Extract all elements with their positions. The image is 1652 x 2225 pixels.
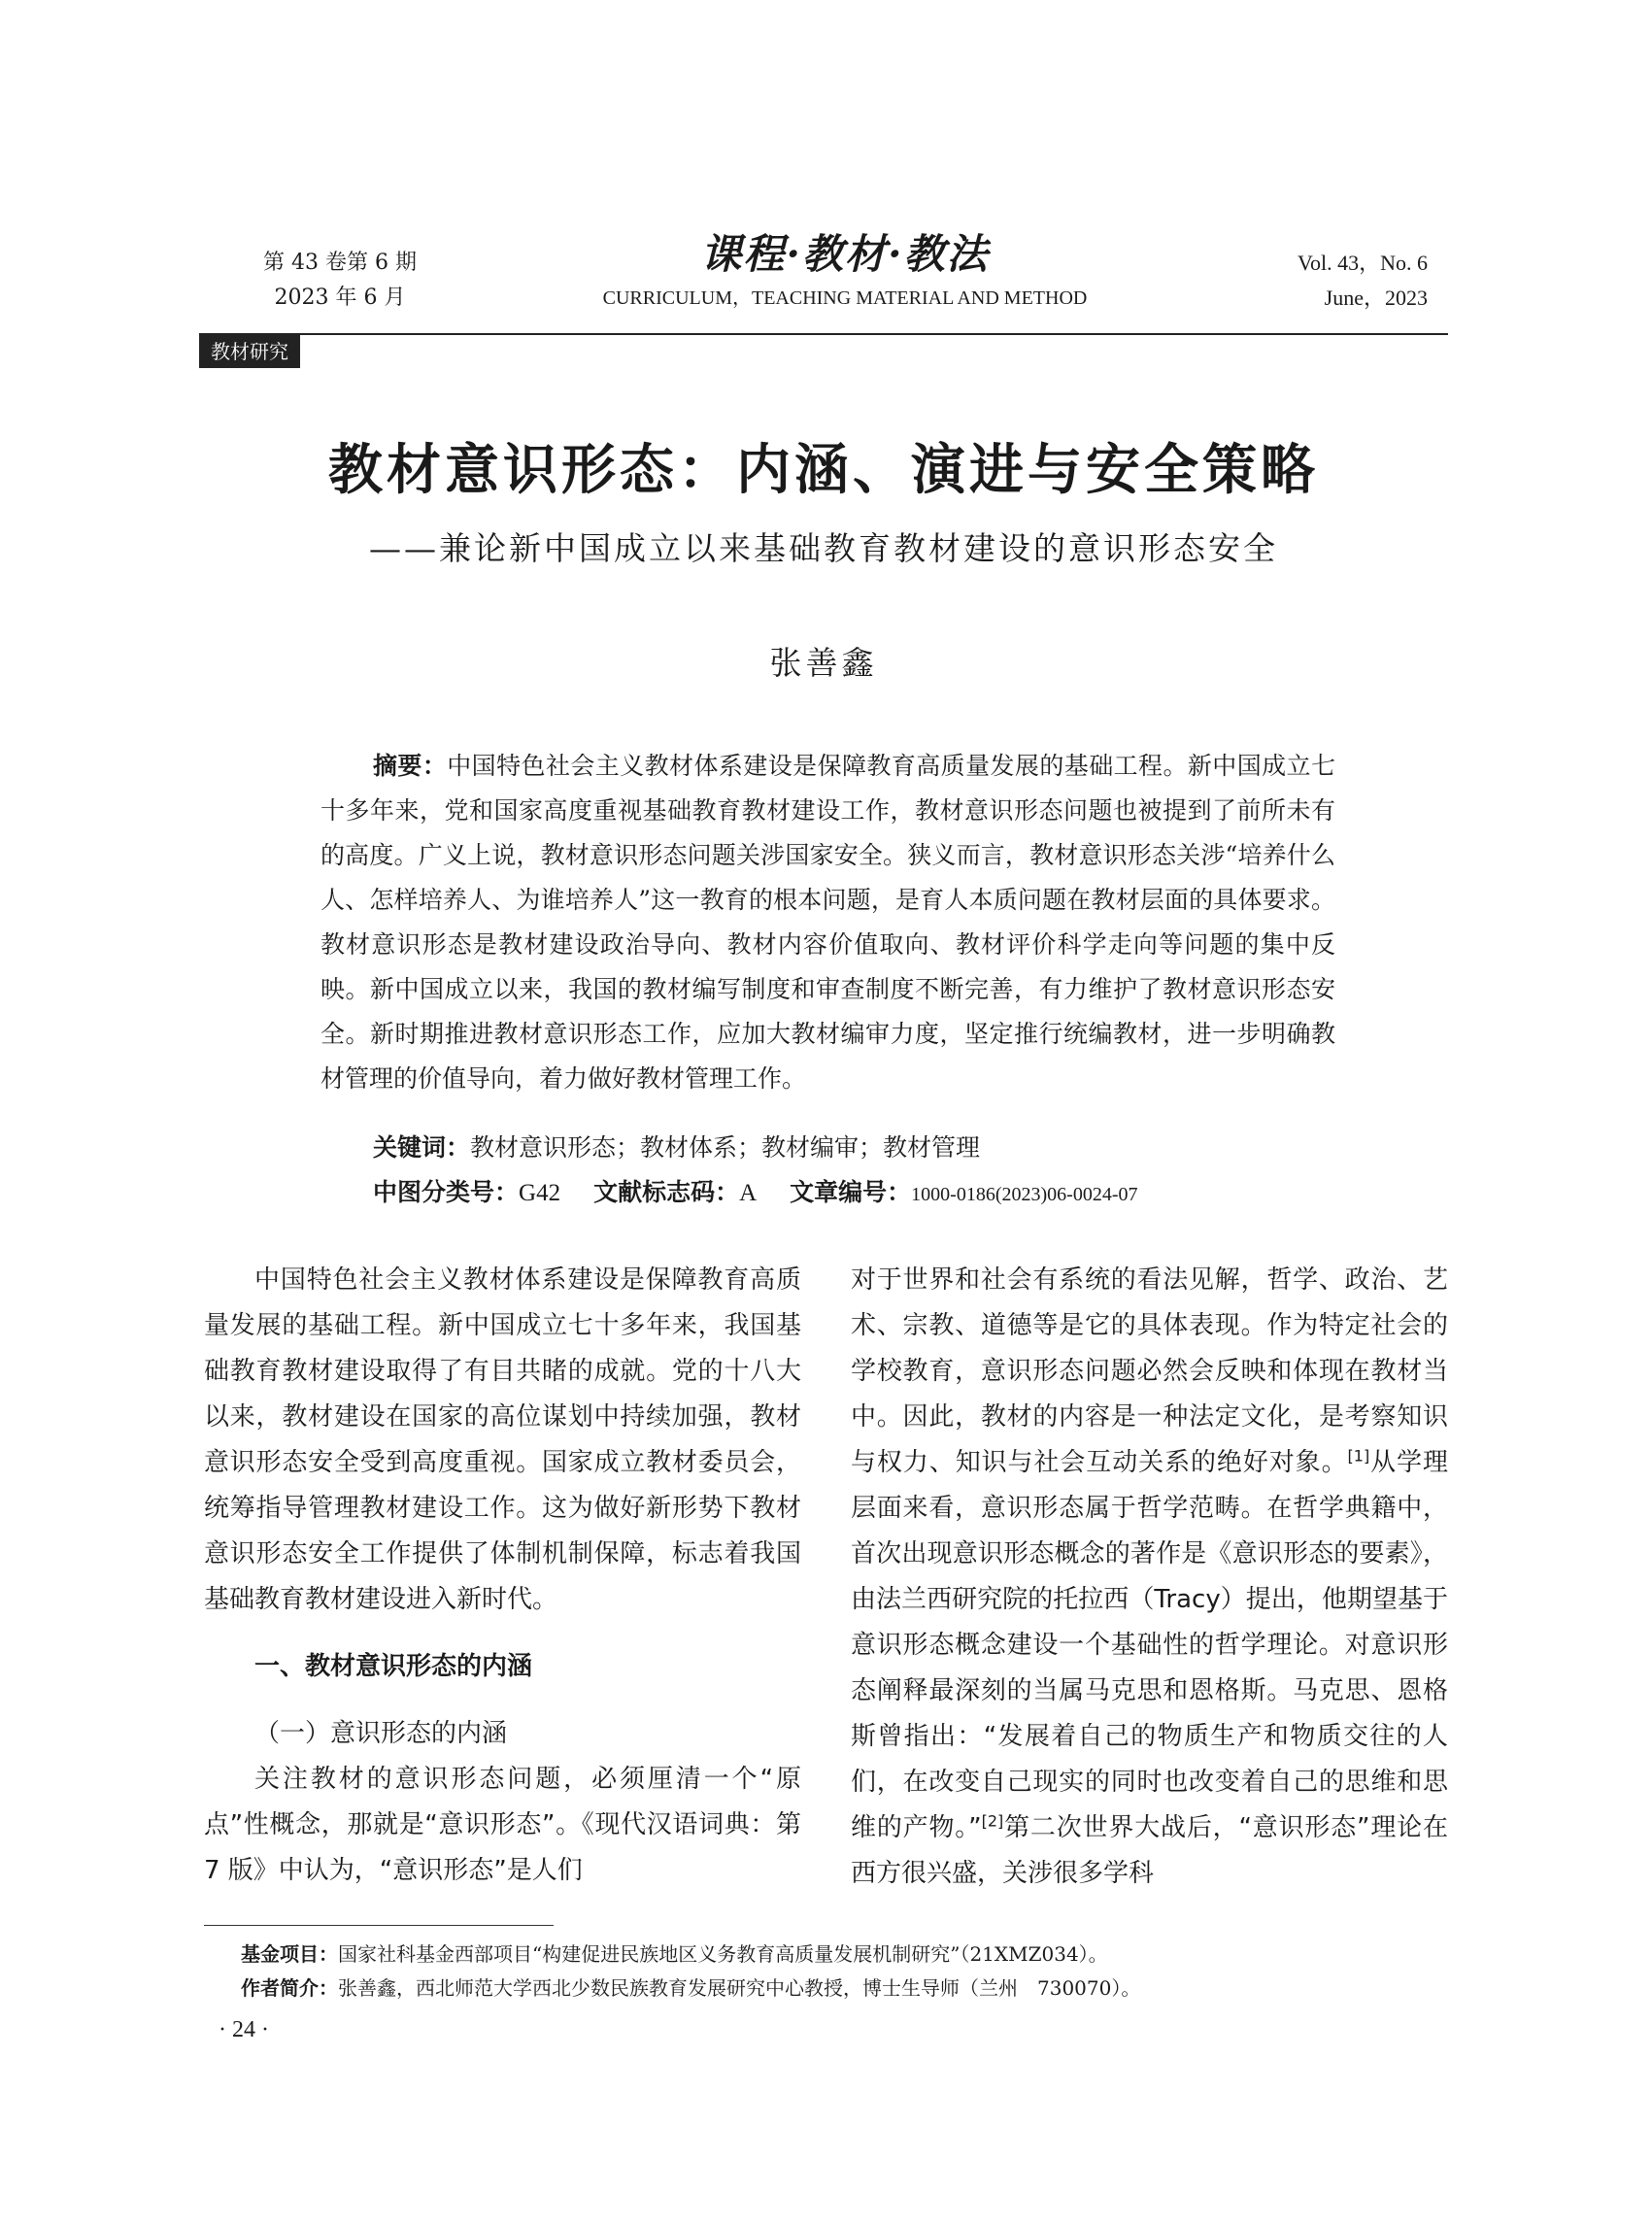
author-footnote <box>241 1972 1455 2005</box>
ideology-paragraph-cont <box>851 1258 1448 1897</box>
citation-2[interactable]: [2] <box>981 1811 1004 1831</box>
volume-issue: 第 43 卷第 6 期 <box>263 251 417 275</box>
doc-code: A <box>739 1180 758 1206</box>
header-rule <box>199 333 1448 335</box>
journal-title-cn: 课程·教材·教法 <box>700 230 990 278</box>
journal-masthead <box>505 229 1185 313</box>
volume-issue-en: Vol. 43，No. 6 <box>1297 251 1428 275</box>
doc-code-label: 文献标志码： <box>593 1178 740 1206</box>
article-title: 教材意识形态：内涵、演进与安全策略 <box>328 439 1319 502</box>
ideology-paragraph-start: 关注教材的意识形态问题，必须厘清一个“原点”性概念，那就是“意识形态”。《现代汉语词典：第 7 版》中认为，“意识形态”是人们 <box>204 1765 801 1885</box>
clc-label: 中图分类号： <box>373 1178 520 1206</box>
date-cn: 2023 年 6 月 <box>274 286 406 310</box>
article-subtitle: ——兼论新中国成立以来基础教育教材建设的意识形态安全 <box>369 529 1278 567</box>
abstract-text: 中国特色社会主义教材体系建设是保障教育高质量发展的基础工程。新中国成立七十多年来，党和国家高度重视基础教育教材建设工作，教材意识形态问题也被提到了前所未有的高度。广义上说，教材意识形态问题关涉国家安全。狭义而言，教材意识形态关涉“培养什么人、怎样培养人、为谁培养人”这一教育的根本问题，是育人本质问题在教材层面的具体要求。教材意识形态是教材建设政治导向、教材内容价值取向、教材评价科学走向等问题的集中反映。新中国成立以来，我国的教材编写制度和审查制度不断完善，有力维护了教材意识形态安全。新时期推进教材意识形态工作，应加大教材编审力度，坚定推行统编教材，进一步明确教材管理的价值导向，着力做好教材管理工作。 <box>320 752 1335 1093</box>
right-text-2: 从学理层面来看，意识形态属于哲学范畴。在哲学典籍中，首次出现意识形态概念的著作是《意识形态的要素》，由法兰西研究院的托拉西（Tracy）提出，他期望基于意识形态概念建设一个基础性的哲学理论。对意识形态阐释最深刻的当属马克思和恩格斯。马克思、恩格斯曾指出：“发展着自己的物质生产和物质交往的人们，在改变自己现实的同时也改变着自己的思维和思维的产物。” <box>851 1448 1448 1842</box>
body-left-column <box>204 1258 801 1894</box>
fund-footnote <box>241 1938 1455 1971</box>
clc-code: G42 <box>519 1180 561 1206</box>
author-bio-text: 张善鑫，西北师范大学西北少数民族教育发展研究中心教授，博士生导师（兰州 730070）。 <box>338 1976 1141 2000</box>
citation-1[interactable]: [1] <box>1347 1446 1370 1466</box>
footnote-rule <box>204 1925 554 1926</box>
intro-paragraph: 中国特色社会主义教材体系建设是保障教育高质量发展的基础工程。新中国成立七十多年来，我国基础教育教材建设取得了有目共睹的成就。党的十八大以来，教材建设在国家的高位谋划中持续加强，教材意识形态安全受到高度重视。国家成立教材委员会，统筹指导管理教材建设工作。这为做好新形势下教材意识形态安全工作提供了体制机制保障，标志着我国基础教育教材建设进入新时代。 <box>204 1265 801 1614</box>
section-heading-1: 一、教材意识形态的内涵 <box>254 1652 533 1681</box>
abstract-label: 摘要： <box>373 752 448 780</box>
abstract <box>320 744 1335 1101</box>
classification-line <box>373 1171 1344 1216</box>
keywords-label: 关键词： <box>373 1133 471 1162</box>
body-right-column <box>851 1258 1448 1897</box>
right-text-3: 第二次世界大战后，“意识形态”理论在西方很兴盛，关涉很多学科 <box>851 1813 1448 1888</box>
article-no: 1000-0186(2023)06-0024-07 <box>911 1184 1138 1205</box>
date-en: June，2023 <box>1324 286 1428 310</box>
right-text-1: 对于世界和社会有系统的看法见解，哲学、政治、艺术、宗教、道德等是它的具体表现。作为特定社会的学校教育，意识形态问题必然会反映和体现在教材当中。因此，教材的内容是一种法定文化，是考察知识与权力、知识与社会互动关系的绝好对象。 <box>851 1265 1448 1477</box>
keywords: 教材意识形态；教材体系；教材编审；教材管理 <box>470 1133 981 1162</box>
keywords-line <box>373 1127 1344 1169</box>
fund-text: 国家社科基金西部项目“构建促进民族地区义务教育高质量发展机制研究”（21XMZ034）。 <box>338 1942 1108 1966</box>
author-bio-label: 作者简介： <box>241 1976 338 2000</box>
fund-label: 基金项目： <box>241 1942 338 1966</box>
journal-title-en: CURRICULUM，TEACHING MATERIAL AND METHOD <box>602 287 1088 309</box>
subsection-heading-1: （一）意识形态的内涵 <box>254 1719 508 1748</box>
article-no-label: 文章编号： <box>790 1178 912 1206</box>
volume-issue-cn <box>233 246 447 316</box>
article-author: 张善鑫 <box>769 644 878 682</box>
volume-issue-en-block <box>1204 246 1428 316</box>
section-tag: 教材研究 <box>199 335 300 368</box>
page-number: · 24 · <box>219 2017 269 2042</box>
